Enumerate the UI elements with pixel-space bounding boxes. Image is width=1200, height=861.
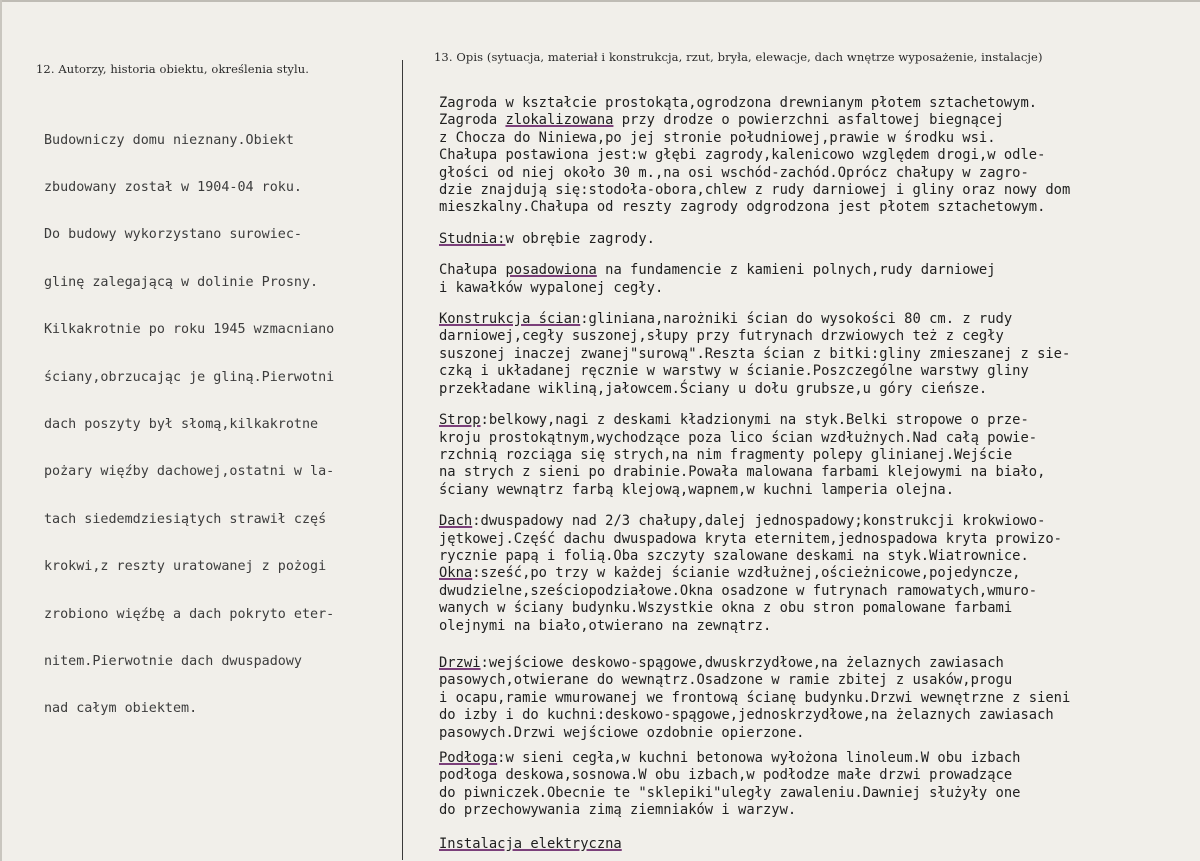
keyword-zlokalizowana: zlokalizowana (505, 112, 614, 129)
posadowienie-text: Chałupa (439, 262, 506, 279)
column-divider (402, 60, 403, 860)
intro-line (439, 112, 1199, 129)
history-line: pożary więźby dachowej,ostatni w la- (44, 464, 335, 480)
okna-line: wanych w ściany budynku.Wszystkie okna z obu stron pomalowane farbami (439, 600, 1013, 617)
history-line: glinę zalegającą w dolinie Prosny. (44, 274, 319, 290)
posadowienie-text: na fundamencie z kamieni polnych,rudy darniowej (596, 262, 996, 279)
studnia-text: w obrębie zagrody. (505, 230, 655, 247)
dach-line: rycznie papą i folią.Oba szczyty szalowane deskami na styk.Wiatrownice. (439, 547, 1029, 564)
dach-line (439, 513, 1199, 530)
keyword-instalacja: Instalacja elektryczna (439, 835, 622, 852)
history-text (44, 101, 399, 749)
podloga-line: do przechowywania zimą ziemniaków i warzyw. (439, 802, 797, 819)
konstrukcja-text: :gliniana,narożniki ścian do wysokości 80 cm. z rudy (580, 311, 1013, 328)
keyword-posadowiona: posadowiona (505, 262, 597, 279)
history-line: Do budowy wykorzystano surowiec- (44, 227, 302, 243)
konstrukcja-line: czką i układanej ręcznie w warstwy w ścianie.Poszczególne warstwy gliny (439, 363, 1029, 380)
podloga-line: podłoga deskowa,sosnowa.W obu izbach,w podłodze małe drzwi prowadzące (439, 767, 1013, 784)
history-line: tach siedemdziesiątych strawił częś (44, 511, 327, 527)
drzwi-line (439, 655, 1199, 672)
page-top-edge (2, 0, 1200, 2)
right-column-header: 13. Opis (sytuacja, materiał i konstrukcja, rzut, bryła, elewacje, dach wnętrze wyposażenie, instalacje) (434, 50, 1043, 64)
posadowienie-line: i kawałków wypalonej cegły. (439, 279, 664, 296)
konstrukcja-line: darniowej,cegły suszonej,słupy przy futrynach drzwiowych też z cegły (439, 328, 1004, 345)
strop-line: ściany wewnątrz farbą klejową,wapnem,w kuchni lamperia olejna. (439, 481, 954, 498)
drzwi-line: do izby i do kuchni:deskowo-spągowe,jednoskrzydłowe,na żelaznych zawiasach (439, 707, 1054, 724)
drzwi-line: pasowych.Drzwi wejściowe ozdobnie opierzone. (439, 724, 805, 741)
keyword-okna: Okna (439, 565, 473, 582)
history-line: krokwi,z reszty uratowanej z pożogi (44, 559, 327, 575)
history-line: zbudowany został w 1904-04 roku. (44, 179, 302, 195)
drzwi-line: pasowych,otwierane do wewnątrz.Osadzone w ramie zbitej z usaków,progu (439, 672, 1013, 689)
dach-text: :dwuspadowy nad 2/3 chałupy,dalej jednospadowy;konstrukcji krokwiowo- (472, 513, 1046, 530)
strop-text: :belkowy,nagi z deskami kładzionymi na styk.Belki stropowe o prze- (480, 412, 1029, 429)
description-text (439, 95, 1199, 853)
intro-line: Chałupa postawiona jest:w głębi zagrody,kalenicowo względem drogi,w odle- (439, 147, 1046, 164)
podloga-text: :w sieni cegła,w kuchni betonowa wyłożona linoleum.W obu izbach (497, 750, 1021, 766)
history-line: zrobiono więźbę a dach pokryto eter- (44, 606, 335, 622)
okna-line (439, 565, 1199, 582)
history-line: Budowniczy domu nieznany.Obiekt (44, 132, 294, 148)
drzwi-line: i ocapu,ramie wmurowanej we frontową ścianę budynku.Drzwi wewnętrzne z sieni (439, 689, 1071, 706)
strop-line (439, 412, 1199, 429)
strop-line: na strych z sieni po drabinie.Powała malowana farbami klejowymi na biało, (439, 464, 1046, 481)
keyword-strop: Strop (439, 412, 481, 429)
intro-text: przy drodze o powierzchni asfaltowej biegnącej (613, 112, 1004, 129)
okna-text: :sześć,po trzy w każdej ścianie wzdłużnej,ościeżnicowe,pojedyncze, (472, 565, 1021, 582)
podloga-line: do piwniczek.Obecnie te "sklepiki"uległy zawaleniu.Dawniej służyły one (439, 784, 1021, 801)
dach-line: jętkowej.Część dachu dwuspadowa kryta eternitem,jednospadowa kryta prowizo- (439, 530, 1062, 547)
left-column-header: 12. Autorzy, historia obiektu, określenia stylu. (36, 62, 310, 76)
okna-line: dwudzielne,sześciopodziałowe.Okna osadzone w futrynach ramowatych,wmuro- (439, 582, 1038, 599)
history-line: dach poszyty był słomą,kilkakrotne (44, 416, 319, 432)
history-line: nad całym obiektem. (44, 701, 198, 717)
keyword-studnia: Studnia: (439, 230, 506, 247)
podloga-line (439, 750, 1199, 767)
history-line: Kilkakrotnie po roku 1945 wzmacniano (44, 322, 335, 338)
history-line: nitem.Pierwotnie dach dwuspadowy (44, 653, 302, 669)
strop-line: kroju prostokątnym,wychodzące poza lico ścian wzdłużnych.Nad całą powie- (439, 429, 1038, 446)
intro-line: głości od niej około 30 m.,na osi wschód-zachód.Oprócz chałupy w zagro- (439, 164, 1029, 181)
konstrukcja-line: suszonej inaczej zwanej"surową".Reszta ścian z bitki:gliny zmieszanej z sie- (439, 345, 1071, 362)
keyword-podloga: Podłoga (439, 750, 498, 766)
strop-line: rzchnią rozciąga się strych,na nim fragmenty polepy glinianej.Wejście (439, 446, 1013, 463)
keyword-dach: Dach (439, 513, 473, 530)
keyword-konstrukcja: Konstrukcja ścian (439, 311, 581, 328)
intro-line: dzie znajdują się:stodoła-obora,chlew z rudy darniowej i gliny oraz nowy dom (439, 182, 1071, 199)
posadowienie-line (439, 262, 1199, 279)
history-line: ściany,obrzucając je gliną.Pierwotni (44, 369, 335, 385)
konstrukcja-line: przekładane wikliną,jałowcem.Ściany u dołu grubsze,u góry cieńsze. (439, 380, 988, 397)
studnia-line (439, 231, 1199, 248)
instalacja-line (439, 836, 1199, 853)
drzwi-text: :wejściowe deskowo-spągowe,dwuskrzydłowe,na żelaznych zawiasach (480, 654, 1004, 671)
intro-text: Zagroda (439, 112, 506, 129)
okna-line: olejnymi na biało,otwierano na zewnątrz. (439, 617, 772, 634)
konstrukcja-line (439, 311, 1199, 328)
keyword-drzwi: Drzwi (439, 654, 481, 671)
intro-line: z Chocza do Niniewa,po jej stronie południowej,prawie w środku wsi. (439, 129, 996, 146)
intro-line: Zagroda w kształcie prostokąta,ogrodzona drewnianym płotem sztachetowym. (439, 95, 1038, 111)
intro-line: mieszkalny.Chałupa od reszty zagrody odgrodzona jest płotem sztachetowym. (439, 199, 1046, 216)
